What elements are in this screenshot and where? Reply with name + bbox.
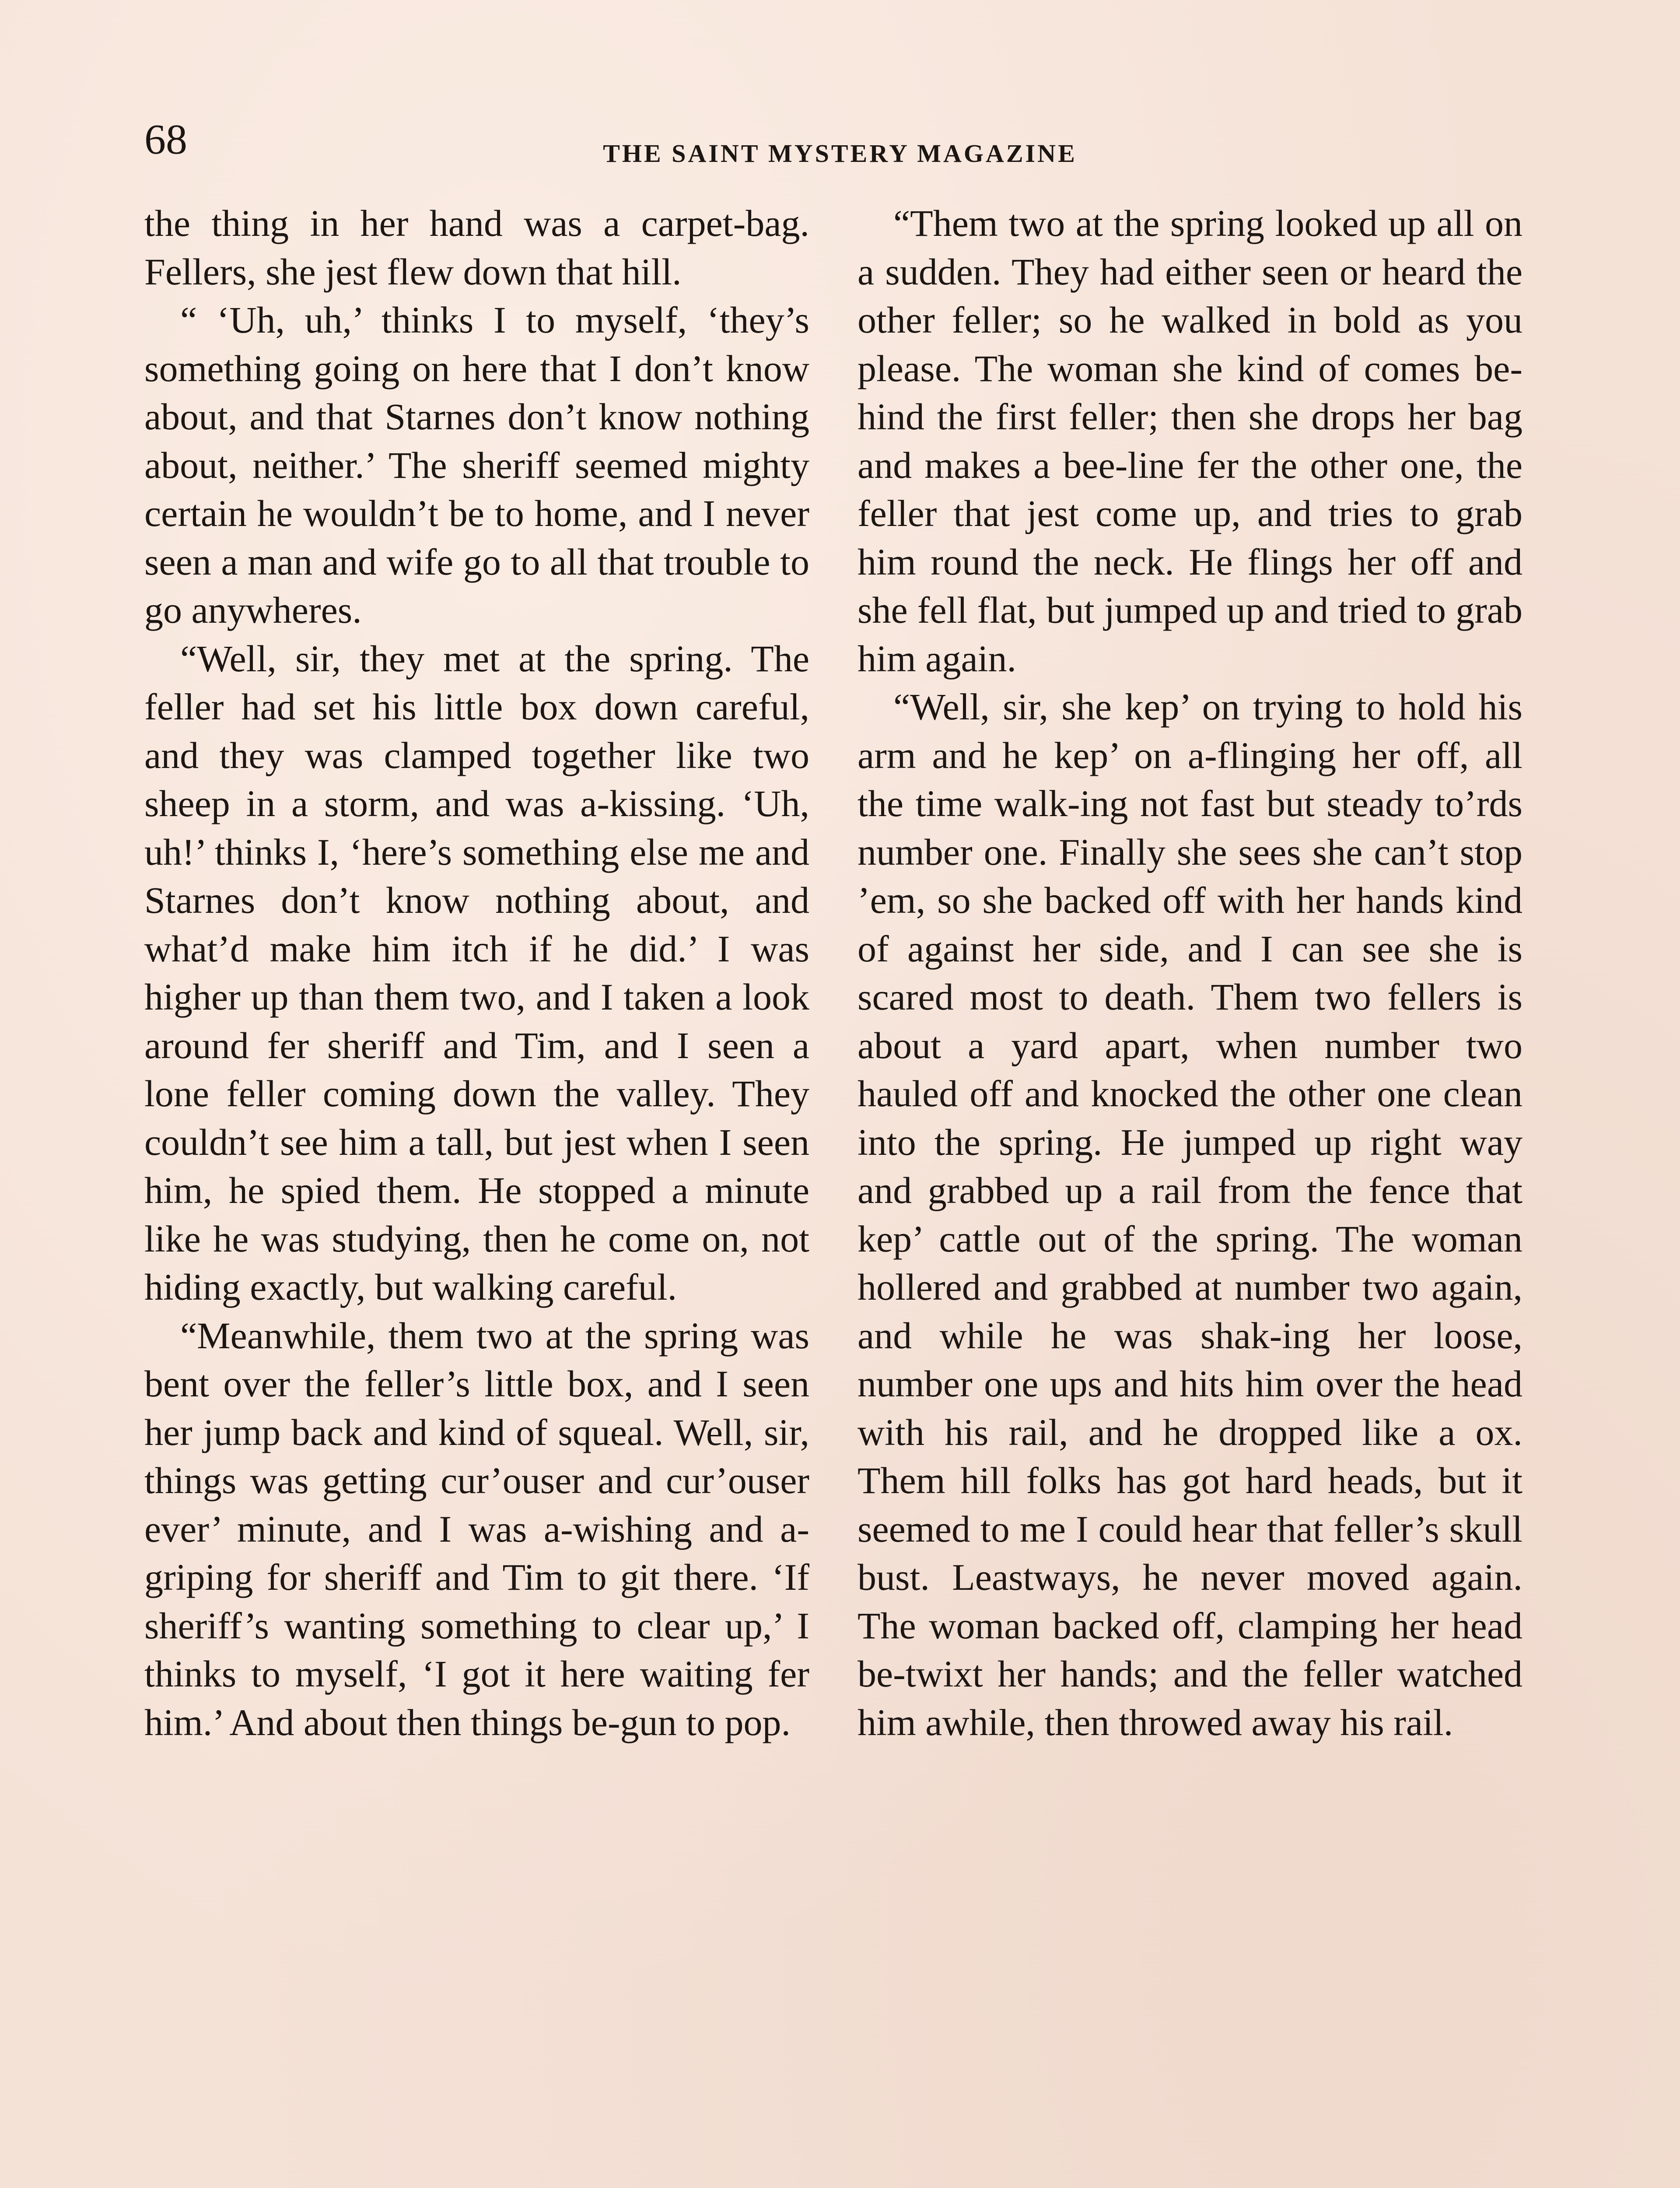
paragraph: “Well, sir, they met at the spring. The feller had set his little box down careful, and they was clamped together like two sheep in a storm, and was a-kissing. ‘Uh, uh!’ thinks I, ‘here’s something else me and Starnes don’t know nothing about, and what’d make him itch if he did.’ I was higher up than them two, and I taken a look around fer sheriff and Tim, and I seen a lone feller coming down the valley. They couldn’t see him a tall, but jest when I seen him, he spied them. He stopped a minute like he was studying, then he come on, not hiding exactly, but walking careful. — [144, 637, 809, 1308]
paragraph: “Well, sir, she kep’ on trying to hold his arm and he kep’ on a-flinging her off, all the time walk-ing not fast but steady to’rds number one. Finally she sees she can’t stop ’em, so she backed off with her hands kind of against her side, and I can see she is scared most to death. Them two fellers is about a yard apart, when number two hauled off and knocked the other one clean into the spring. He jumped up right way and grabbed up a rail from the fence that kep’ cattle out of the spring. The woman hollered and grabbed at number two again, and while he was shak-ing her loose, number one ups and hits him over the head with his rail, and he dropped like a ox. Them hill folks has got hard heads, but it seemed to me I could hear that feller’s skull bust. Leastways, he never moved again. The woman backed off, clamping her head be-twixt her hands; and the feller watched him awhile, then throwed away his rail. — [858, 686, 1522, 1743]
paragraph: “ ‘Uh, uh,’ thinks I to myself, ‘they’s something going on here that I don’t know about, and that Starnes don’t know nothing about, neither.’ The sheriff seemed mighty certain he wouldn’t be to home, and I never seen a man and wife go to all that trouble to go anywheres. — [144, 299, 809, 631]
paragraph: “Meanwhile, them two at the spring was bent over the feller’s little box, and I seen her jump back and kind of squeal. Well, sir, things was getting cur’ouser and cur’ouser ever’ minute, and I was a-wishing and a-griping for sheriff and Tim to git there. ‘If sheriff’s wanting something to clear up,’ I thinks to myself, ‘I got it here waiting fer him.’ And about then things be-gun to pop. — [144, 1314, 809, 1743]
paragraph: the thing in her hand was a carpet-bag. Fellers, she jest flew down that hill. — [144, 202, 809, 293]
running-title: THE SAINT MYSTERY MAGAZINE — [603, 139, 1077, 168]
right-text-column — [858, 199, 1522, 1746]
left-text-column — [144, 199, 809, 1746]
page-header — [144, 118, 1536, 179]
paragraph: “Them two at the spring looked up all on a sudden. They had either seen or heard the other feller; so he walked in bold as you please. The woman she kind of comes be-hind the first feller; then she drops her bag and makes a bee-line fer the other one, the feller that jest come up, and tries to grab him round the neck. He flings her off and she fell flat, but jumped up and tried to grab him again. — [858, 202, 1522, 680]
page-number: 68 — [144, 116, 187, 163]
